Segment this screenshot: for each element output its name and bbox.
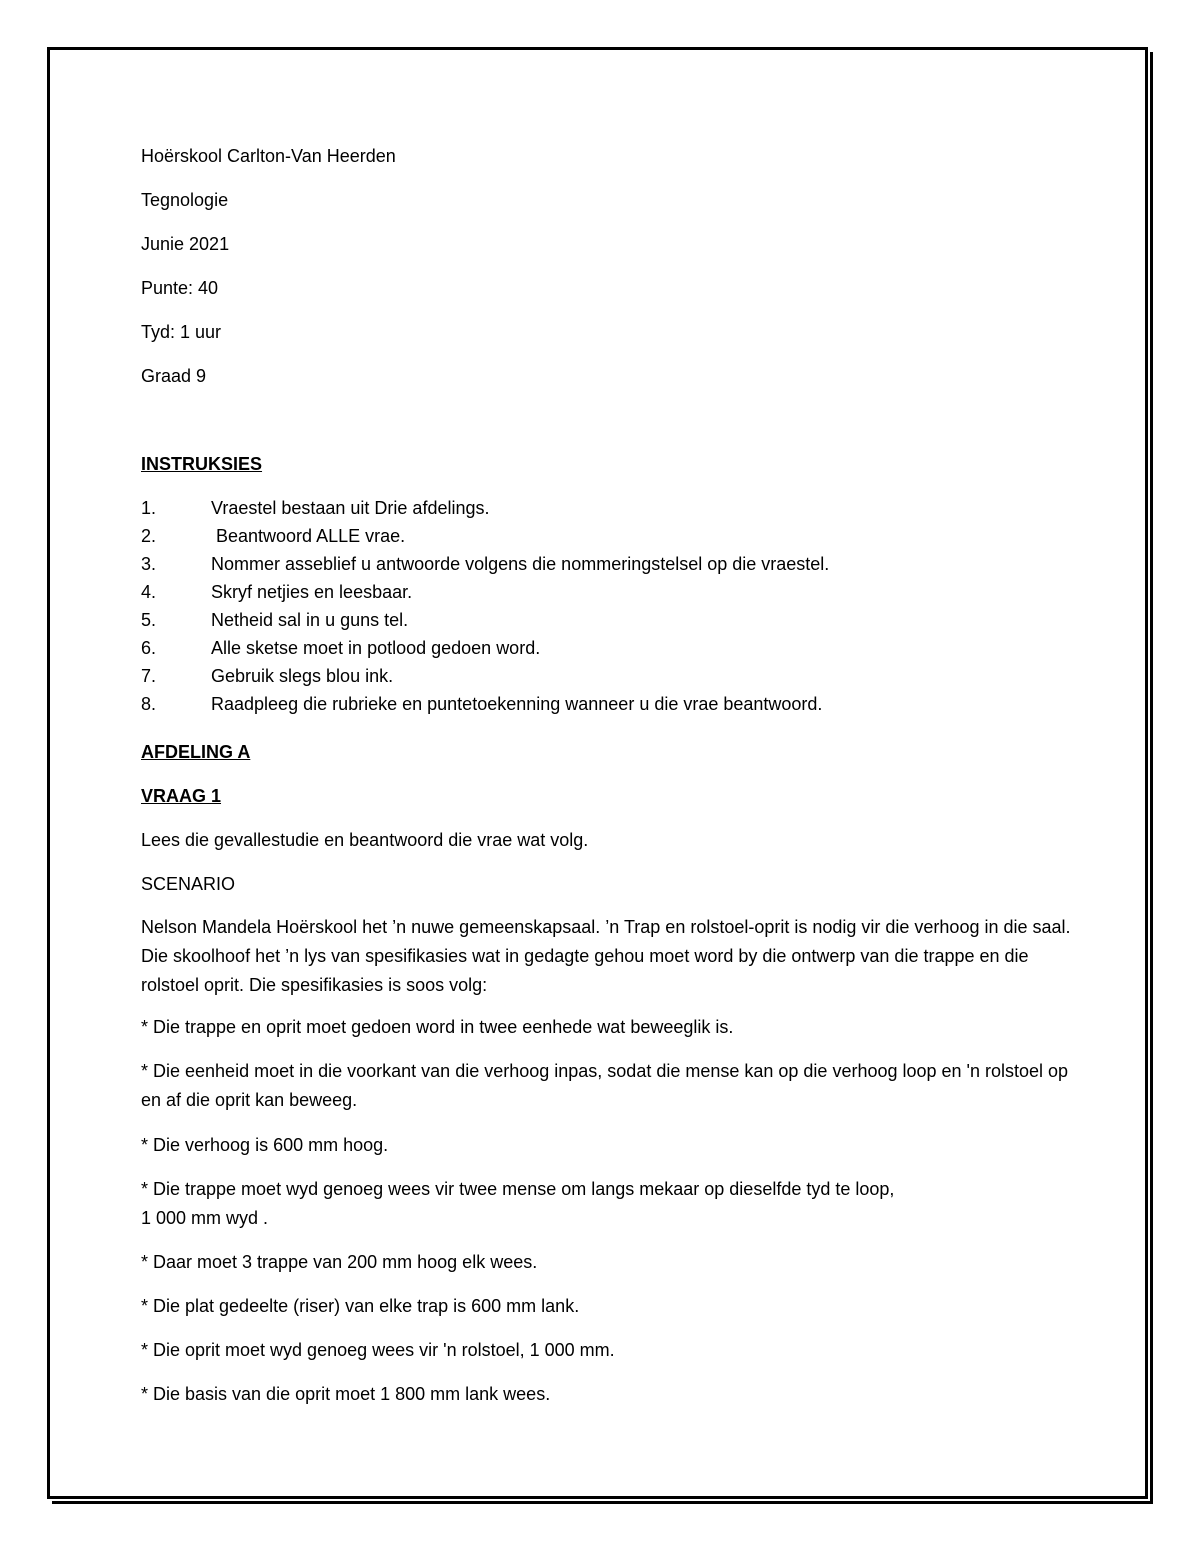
instruction-item: 7. Gebruik slegs blou ink.	[141, 666, 394, 686]
subject: Tegnologie	[141, 190, 229, 210]
spec-item: 1 000 mm wyd .	[141, 1208, 269, 1228]
instruction-item: 3. Nommer asseblief u antwoorde volgens die nommeringstelsel op die vraestel.	[141, 554, 830, 574]
exam-date: Junie 2021	[141, 234, 230, 254]
instructions-list	[141, 498, 829, 722]
section-heading: AFDELING A	[141, 742, 251, 762]
instructions-heading: INSTRUKSIES	[141, 454, 263, 474]
scenario-text: Nelson Mandela Hoërskool het ’n nuwe gemeenskapsaal. ’n Trap en rolstoel-oprit is nodig vir die verhoog in die saal. Die skoolhoof het ’n lys van spesifikasies wat in gedagte gehou moet word by die ontwerp van die trappe en die rolstoel oprit. Die spesifikasies is soos volg:	[141, 917, 1071, 995]
school-name: Hoërskool Carlton-Van Heerden	[141, 146, 396, 166]
spec-item: * Daar moet 3 trappe van 200 mm hoog elk wees.	[141, 1252, 538, 1272]
spec-item: * Die basis van die oprit moet 1 800 mm lank wees.	[141, 1384, 551, 1404]
instruction-item: 8. Raadpleeg die rubrieke en puntetoekenning wanneer u die vrae beantwoord.	[141, 694, 823, 714]
exam-time: Tyd: 1 uur	[141, 322, 222, 342]
instruction-item: 1. Vraestel bestaan uit Drie afdelings.	[141, 498, 490, 518]
spec-item: * Die oprit moet wyd genoeg wees vir 'n rolstoel, 1 000 mm.	[141, 1340, 615, 1360]
grade: Graad 9	[141, 366, 207, 386]
instruction-item: 4. Skryf netjies en leesbaar.	[141, 582, 413, 602]
scenario-label: SCENARIO	[141, 874, 236, 894]
instruction-item: 5. Netheid sal in u guns tel.	[141, 610, 409, 630]
instruction-item: 2. Beantwoord ALLE vrae.	[141, 526, 406, 546]
total-marks: Punte: 40	[141, 278, 219, 298]
question-intro: Lees die gevallestudie en beantwoord die vrae wat volg.	[141, 830, 589, 850]
question-heading: VRAAG 1	[141, 786, 222, 806]
spec-item: * Die verhoog is 600 mm hoog.	[141, 1135, 389, 1155]
spec-item: * Die trappe en oprit moet gedoen word in twee eenhede wat beweeglik is.	[141, 1017, 734, 1037]
spec-item: * Die eenheid moet in die voorkant van die verhoog inpas, sodat die mense kan op die verhoog loop en 'n rolstoel op en af die oprit kan beweeg.	[141, 1061, 1069, 1110]
page-border	[47, 47, 1148, 1499]
spec-item: * Die plat gedeelte (riser) van elke trap is 600 mm lank.	[141, 1296, 580, 1316]
instruction-item: 6. Alle sketse moet in potlood gedoen word.	[141, 638, 541, 658]
spec-item: * Die trappe moet wyd genoeg wees vir twee mense om langs mekaar op dieselfde tyd te loop,	[141, 1179, 895, 1199]
